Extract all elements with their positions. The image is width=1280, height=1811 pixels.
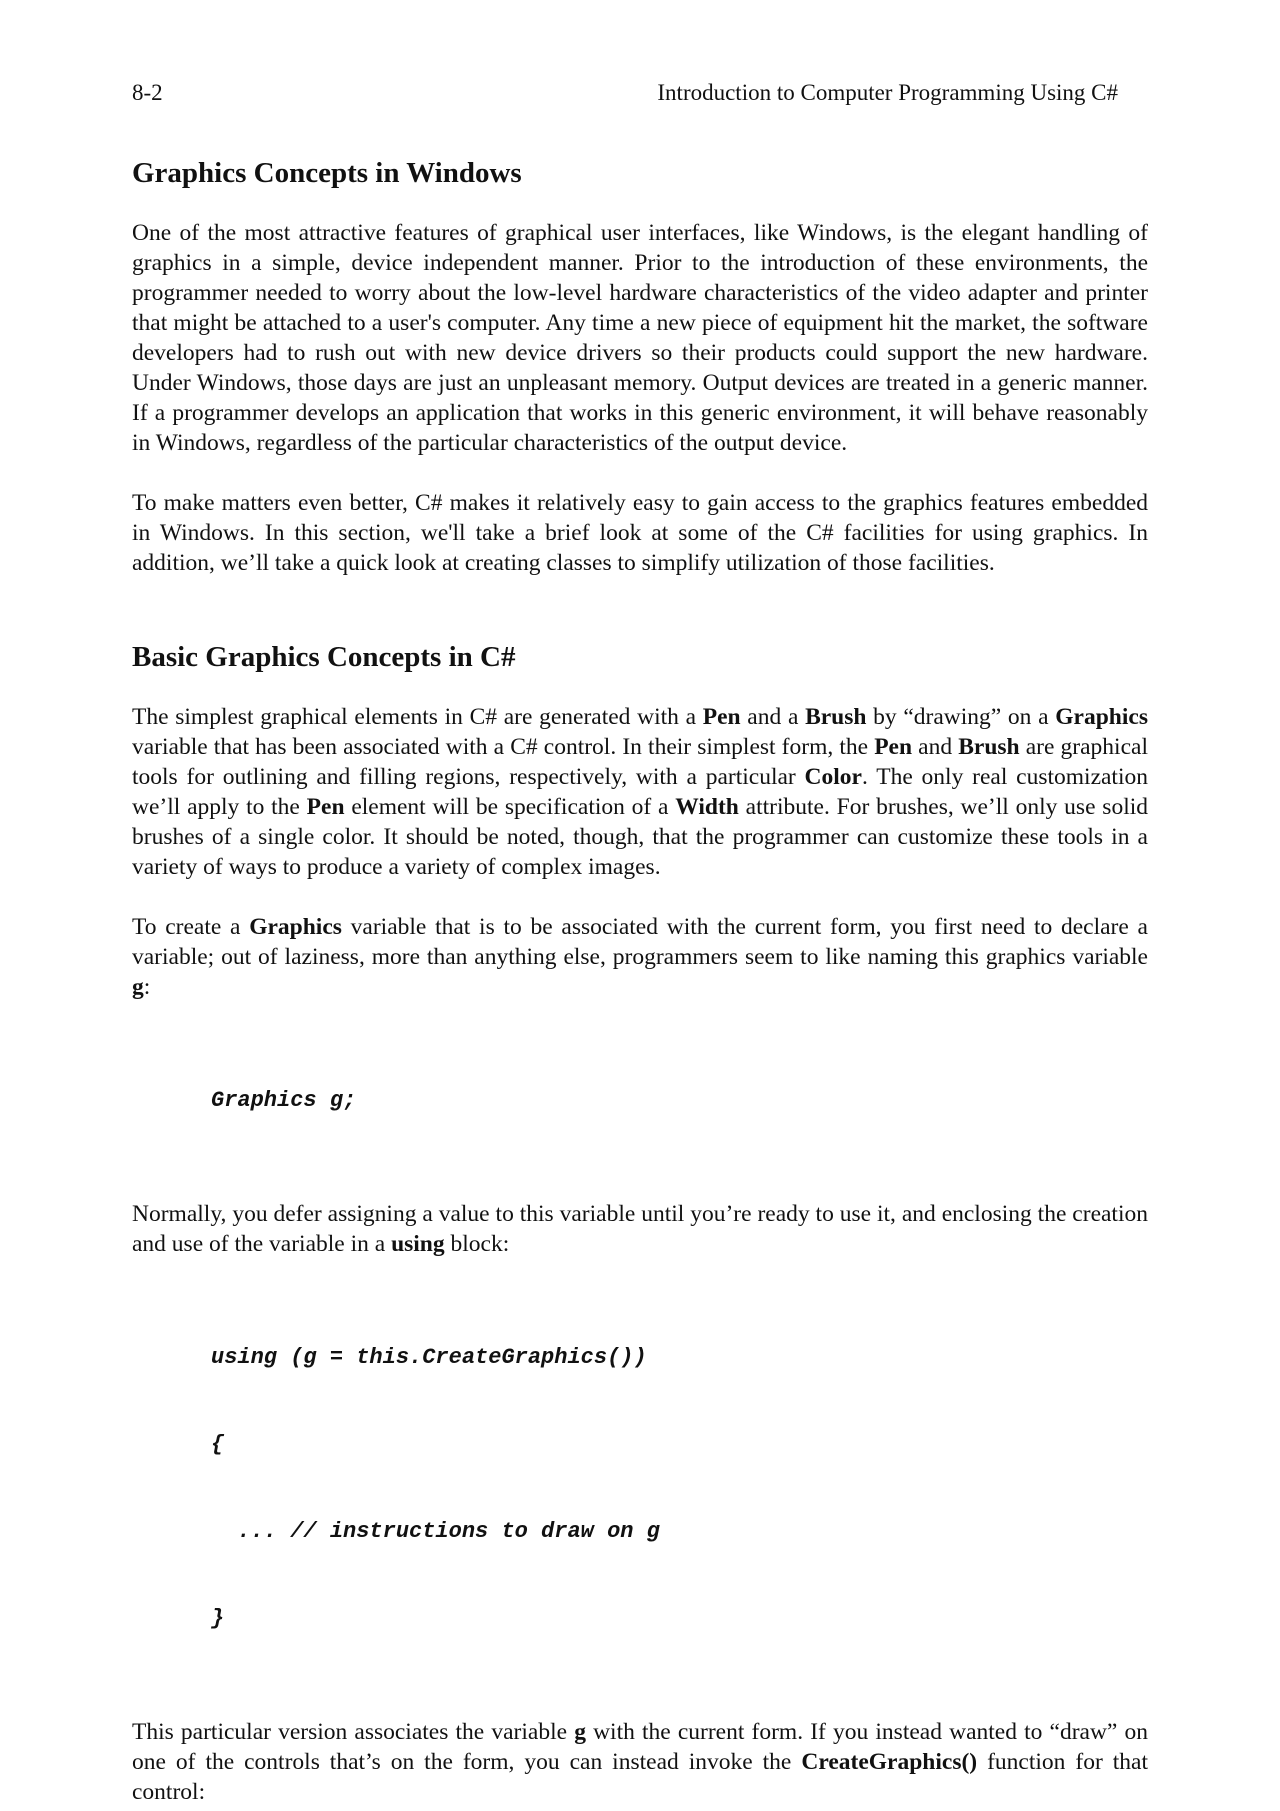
section-heading-basic-graphics-concepts: Basic Graphics Concepts in C#	[132, 641, 516, 673]
section-heading-graphics-concepts-windows: Graphics Concepts in Windows	[132, 157, 522, 189]
term-pen: Pen	[306, 794, 345, 820]
paragraph-csharp-access: To make matters even better, C# makes it relatively easy to gain access to the graphics features embedded in Windows. In this section, we'll take a brief look at some of the C# facilities for using graphics. In addition, we’ll take a quick look at creating classes to simplify utilization of those facilities.	[132, 490, 1148, 576]
term-using: using	[391, 1231, 445, 1257]
paragraph-create-graphics-variable: To create a Graphics variable that is to be associated with the current form, you first need to declare a variable; out of laziness, more than anything else, programmers seem to like naming this graphics variable g:	[132, 914, 1148, 1000]
paragraph-form-association: This particular version associates the variable g with the current form. If you instead wanted to “draw” on one of the controls that’s on the form, you can instead invoke the CreateGraphics() function for that control:	[132, 1719, 1149, 1805]
term-g: g	[132, 974, 144, 1000]
term-pen: Pen	[702, 704, 741, 730]
code-block-declaration	[211, 1028, 1148, 1173]
book-title: Introduction to Computer Programming Using C#	[657, 80, 1118, 105]
document-page	[132, 78, 1148, 1807]
paragraph-intro: One of the most attractive features of graphical user interfaces, like Windows, is the elegant handling of graphics in a simple, device independent manner. Prior to the introduction of these environments, the programmer needed to worry about the low-level hardware characteristics of the video adapter and printer that might be attached to a user's computer. Any time a new piece of equipment hit the market, the software developers had to rush out with new device drivers so their products could support the new hardware. Under Windows, those days are just an unpleasant memory. Output devices are treated in a generic manner. If a programmer develops an application that works in this generic environment, it will behave reasonably in Windows, regardless of the particular characteristics of the output device.	[132, 220, 1148, 456]
term-graphics: Graphics	[1055, 704, 1148, 730]
code-block-using	[211, 1285, 1148, 1691]
code-line: Graphics g;	[211, 1088, 357, 1113]
term-graphics: Graphics	[249, 914, 342, 940]
code-line: }	[211, 1606, 225, 1631]
code-line: using (g = this.CreateGraphics())	[211, 1345, 647, 1370]
term-g: g	[574, 1719, 586, 1745]
page-number: 8-2	[132, 80, 163, 105]
running-header	[132, 78, 1148, 108]
term-pen: Pen	[874, 734, 913, 760]
code-line: {	[211, 1432, 225, 1457]
term-brush: Brush	[805, 704, 867, 730]
term-color: Color	[804, 764, 862, 790]
term-width: Width	[675, 794, 739, 820]
term-brush: Brush	[958, 734, 1020, 760]
paragraph-pen-brush: The simplest graphical elements in C# are generated with a Pen and a Brush by “drawing” on a Graphics variable that has been associated with a C# control. In their simplest form, the Pen and Brush are graphical tools for outlining and filling regions, respectively, with a particular Color. The only real customization we’ll apply to the Pen element will be specification of a Width attribute. For brushes, we’ll only use solid brushes of a single color. It should be noted, though, that the programmer can customize these tools in a variety of ways to produce a variety of complex images.	[132, 704, 1149, 880]
paragraph-using-block: Normally, you defer assigning a value to this variable until you’re ready to use it, and enclosing the creation and use of the variable in a using block:	[132, 1201, 1148, 1257]
code-line: ... // instructions to draw on g	[211, 1519, 660, 1544]
term-create-graphics: CreateGraphics()	[801, 1749, 978, 1775]
